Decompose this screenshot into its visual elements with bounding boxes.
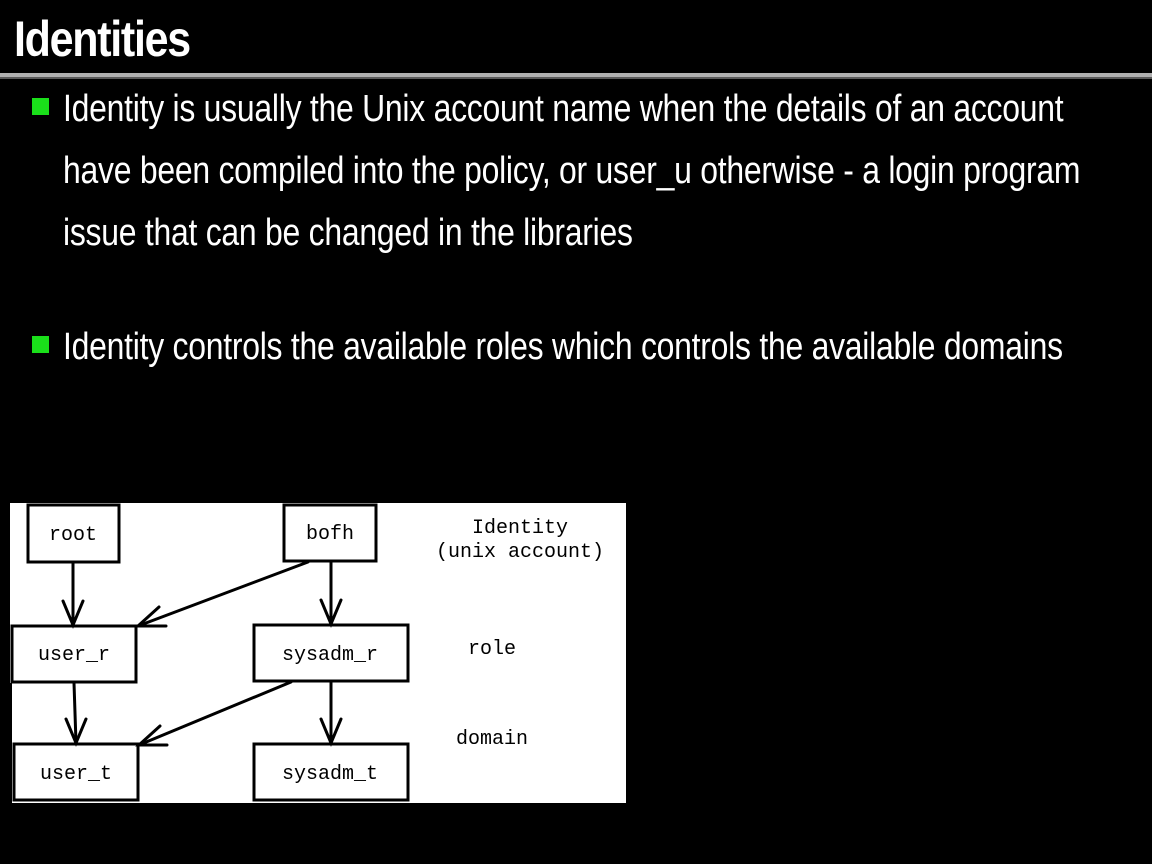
bullet-text: Identity is usually the Unix account name when the details of an account have been compiled into the policy, or user_u otherwise - a login program issue that can be changed in the libraries [63,88,1081,254]
arrow-sysadm-r-to-user-t [139,682,291,745]
arrow-sysadm-r-to-sysadm-t [321,682,341,743]
bullet-text: Identity controls the available roles which controls the available domains [63,326,1063,368]
bullet-item [32,316,1122,378]
role-label: role [467,638,517,661]
node-sysadm-r-label: sysadm_r [281,644,379,667]
bullet-square-icon [32,336,49,353]
node-bofh-label: bofh [305,523,355,546]
arrow-bofh-to-sysadm-r [321,562,341,624]
bullet-item [32,78,1122,264]
unix-account-label: (unix account) [435,541,605,564]
node-user-r-label: user_r [37,644,111,667]
identity-role-domain-diagram [10,503,626,803]
domain-label: domain [455,728,529,751]
bullet-square-icon [32,98,49,115]
slide-title: Identities [14,11,190,67]
node-root-label: root [48,524,98,547]
identity-label: Identity [471,517,569,540]
diagram-canvas [10,503,626,803]
node-user-t-label: user_t [39,763,113,786]
arrow-user-r-to-user-t [66,683,86,743]
arrow-root-to-user-r [63,563,83,625]
node-sysadm-t-label: sysadm_t [281,763,379,786]
arrow-bofh-to-user-r [138,562,308,626]
